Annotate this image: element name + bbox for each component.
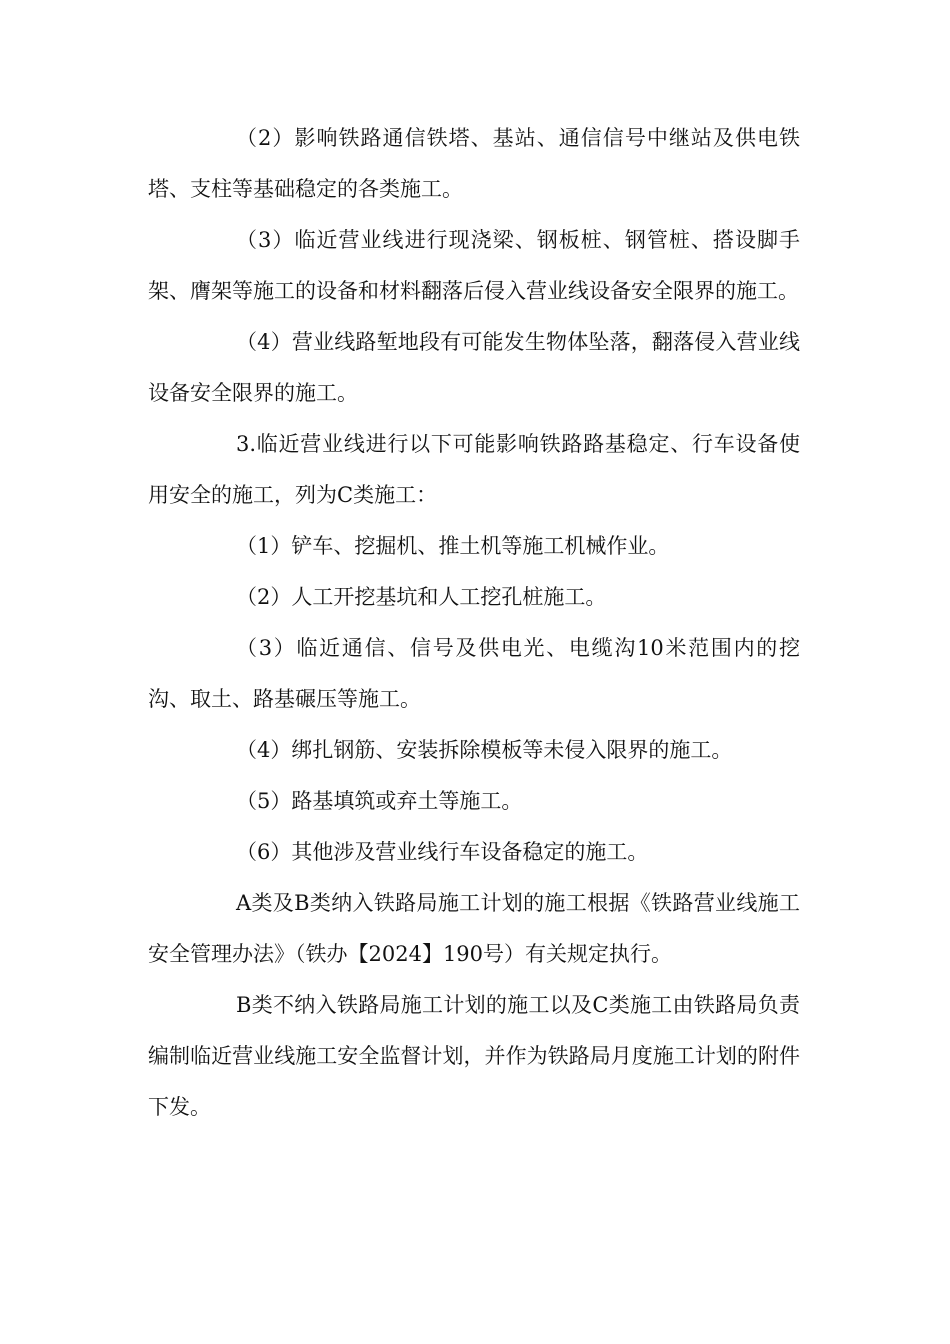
paragraph-item-2-tower-foundation: （2）影响铁路通信铁塔、基站、通信信号中继站及供电铁塔、支柱等基础稳定的各类施工。 — [148, 126, 800, 201]
paragraph-class-a-b-plan: A类及B类纳入铁路局施工计划的施工根据《铁路营业线施工安全管理办法》（铁办【2024】190号）有关规定执行。 — [148, 891, 800, 966]
paragraph-c-item-1-machinery: （1）铲车、挖掘机、推土机等施工机械作业。 — [236, 534, 670, 558]
paragraph-item-4-cutting-section: （4）营业线路堑地段有可能发生物体坠落，翻落侵入营业线设备安全限界的施工。 — [148, 330, 800, 405]
paragraph-section-3-class-c: 3.临近营业线进行以下可能影响铁路路基稳定、行车设备使用安全的施工，列为C类施工： — [148, 432, 800, 507]
paragraph-c-item-6-other: （6）其他涉及营业线行车设备稳定的施工。 — [236, 840, 649, 864]
paragraph-c-item-5-subgrade-fill: （5）路基填筑或弃土等施工。 — [236, 789, 523, 813]
paragraph-c-item-3-cable-trench: （3）临近通信、信号及供电光、电缆沟10米范围内的挖沟、取土、路基碾压等施工。 — [148, 636, 800, 711]
paragraph-class-b-c-supervision: B类不纳入铁路局施工计划的施工以及C类施工由铁路局负责编制临近营业线施工安全监督计划，并作为铁路局月度施工计划的附件下发。 — [148, 993, 800, 1119]
paragraph-c-item-4-rebar-formwork: （4）绑扎钢筋、安装拆除模板等未侵入限界的施工。 — [236, 738, 733, 762]
document-body — [148, 113, 800, 1133]
paragraph-item-3-material-fall: （3）临近营业线进行现浇梁、钢板桩、钢管桩、搭设脚手架、膺架等施工的设备和材料翻落后侵入营业线设备安全限界的施工。 — [148, 228, 800, 303]
paragraph-c-item-2-excavation: （2）人工开挖基坑和人工挖孔桩施工。 — [236, 585, 607, 609]
